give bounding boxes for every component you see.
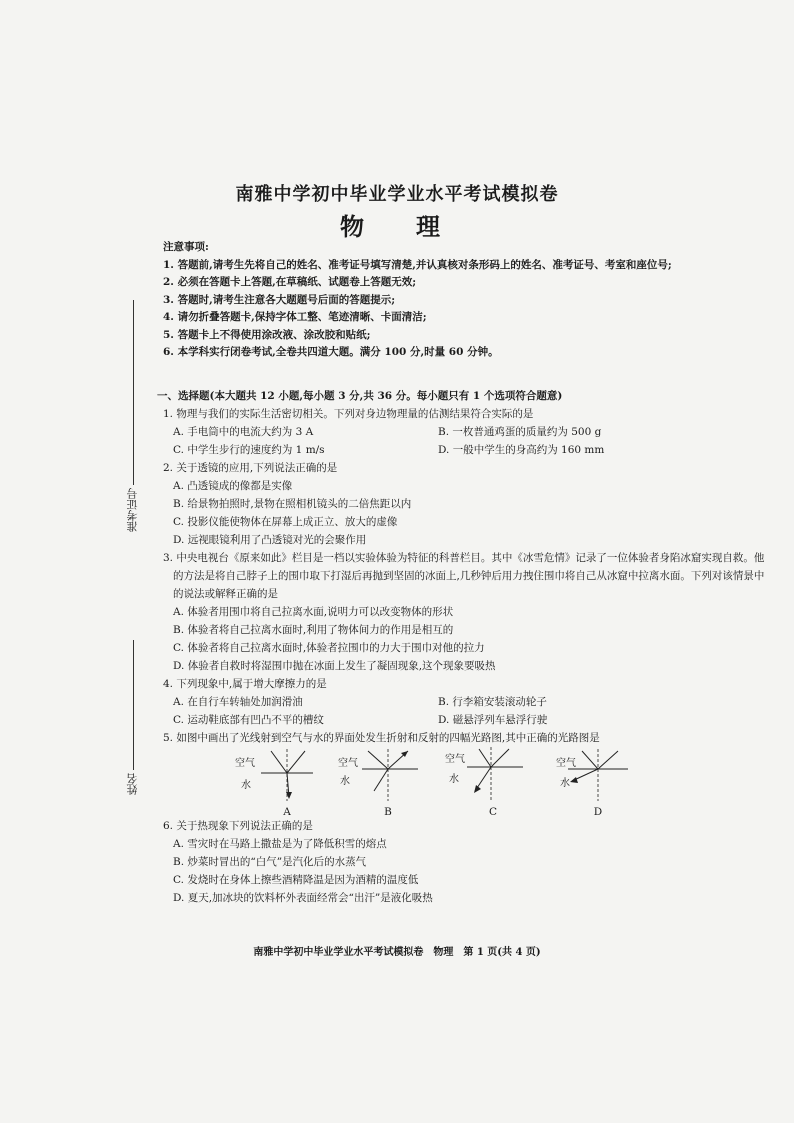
option-a: A. 雪灾时在马路上撒盐是为了降低积雪的熔点	[173, 838, 387, 850]
option-a: A. 在自行车转轴处加润滑油	[173, 696, 303, 708]
note-item: 6. 本学科实行闭卷考试,全卷共四道大题。满分 100 分,时量 60 分钟。	[163, 346, 499, 358]
exam-number-line	[133, 300, 134, 485]
note-item: 1. 答题前,请考生先将自己的姓名、准考证号填写清楚,并认真核对条形码上的姓名、准考证号、考室和座位号;	[163, 258, 672, 271]
air-label: 空气	[556, 758, 576, 769]
notes-block	[163, 239, 763, 362]
water-label: 水	[241, 780, 251, 791]
air-label: 空气	[445, 754, 465, 765]
question-stem: 1. 物理与我们的实际生活密切相关。下列对身边物理量的估测结果符合实际的是	[163, 408, 534, 420]
air-label: 空气	[235, 758, 255, 769]
option-c: C. 投影仪能使物体在屏幕上成正立、放大的虚像	[173, 516, 398, 528]
exam-number-label: 准考证号	[126, 488, 139, 532]
optics-figure-b	[338, 747, 418, 817]
note-item: 4. 请勿折叠答题卡,保持字体工整、笔迹清晰、卡面清洁;	[163, 311, 427, 323]
question-2	[163, 459, 773, 549]
figure-label-a: A	[283, 806, 291, 818]
notes-title: 注意事项:	[163, 241, 209, 253]
option-c: C. 运动鞋底部有凹凸不平的槽纹	[173, 714, 324, 726]
option-a: A. 手电筒中的电流大约为 3 A	[173, 426, 314, 438]
name-line	[133, 640, 134, 770]
option-d: D. 一般中学生的身高约为 160 mm	[438, 444, 605, 456]
note-item: 5. 答题卡上不得使用涂改液、涂改胶和贴纸;	[163, 328, 371, 341]
exam-title: 南雅中学初中毕业学业水平考试模拟卷	[235, 184, 559, 205]
option-d: D. 远视眼镜利用了凸透镜对光的会聚作用	[173, 534, 367, 546]
option-d: D. 体验者自救时将湿围巾抛在冰面上发生了凝固现象,这个现象要吸热	[173, 660, 496, 672]
option-b: B. 炒菜时冒出的“白气”是汽化后的水蒸气	[173, 856, 367, 868]
questions-body	[157, 387, 773, 907]
note-item: 3. 答题时,请考生注意各大题题号后面的答题提示;	[163, 293, 396, 306]
question-4	[163, 675, 773, 729]
option-b: B. 给景物拍照时,景物在照相机镜头的二倍焦距以内	[173, 498, 412, 510]
question-stem: 3. 中央电视台《原来如此》栏目是一档以实验体验为特征的科普栏目。其中《冰雪危情》记录了一位体验者身陷冰窟实现自救。他的方法是将自己脖子上的围巾取下打湿后再抛到坚固的冰面上,几秒钟后用力拽住围巾将自己从冰窟中拉离水面。下列对该情景中的说法或解释正确的是	[163, 552, 765, 600]
option-c: C. 中学生步行的速度约为 1 m/s	[173, 444, 325, 456]
air-label: 空气	[338, 758, 358, 769]
question-stem: 4. 下列现象中,属于增大摩擦力的是	[163, 678, 327, 690]
optics-figures	[233, 747, 653, 817]
question-5	[163, 729, 773, 817]
option-a: A. 凸透镜成的像都是实像	[173, 480, 293, 492]
option-c: C. 发烧时在身体上擦些酒精降温是因为酒精的温度低	[173, 874, 419, 886]
water-label: 水	[449, 774, 459, 785]
option-b: B. 行李箱安装滚动轮子	[438, 696, 547, 708]
option-b: B. 体验者将自己拉离水面时,利用了物体间力的作用是相互的	[173, 624, 454, 636]
figure-label-b: B	[384, 806, 392, 818]
question-stem: 6. 关于热现象下列说法正确的是	[163, 820, 313, 832]
water-label: 水	[340, 776, 350, 787]
question-1	[163, 405, 773, 459]
question-stem: 5. 如图中画出了光线射到空气与水的界面处发生折射和反射的四幅光路图,其中正确的光路图是	[163, 732, 600, 744]
page-footer: 南雅中学初中毕业学业水平考试模拟卷 物理 第 1 页(共 4 页)	[253, 947, 541, 958]
option-a: A. 体验者用围巾将自己拉离水面,说明力可以改变物体的形状	[173, 606, 454, 618]
optics-figure-a	[233, 747, 313, 817]
subject-title: 物 理	[340, 212, 454, 241]
name-label: 姓名	[126, 773, 139, 795]
question-3	[163, 549, 773, 675]
option-d: D. 夏天,加冰块的饮料杯外表面经常会“出汗”是液化吸热	[173, 892, 433, 904]
figure-label-c: C	[488, 806, 498, 818]
question-6	[163, 817, 773, 907]
note-item: 2. 必须在答题卡上答题,在草稿纸、试题卷上答题无效;	[163, 276, 417, 288]
option-d: D. 磁悬浮列车悬浮行驶	[438, 714, 548, 726]
option-c: C. 体验者将自己拉离水面时,体验者拉围巾的力大于围巾对他的拉力	[173, 642, 485, 654]
figure-label-d: D	[593, 806, 603, 818]
water-label: 水	[560, 778, 570, 789]
section-heading: 一、选择题(本大题共 12 小题,每小题 3 分,共 36 分。每小题只有 1 个选项符合题意)	[157, 390, 563, 402]
question-stem: 2. 关于透镜的应用,下列说法正确的是	[163, 462, 338, 474]
optics-figure-c	[443, 747, 523, 817]
optics-figure-d	[548, 747, 628, 817]
option-b: B. 一枚普通鸡蛋的质量约为 500 g	[438, 426, 602, 438]
